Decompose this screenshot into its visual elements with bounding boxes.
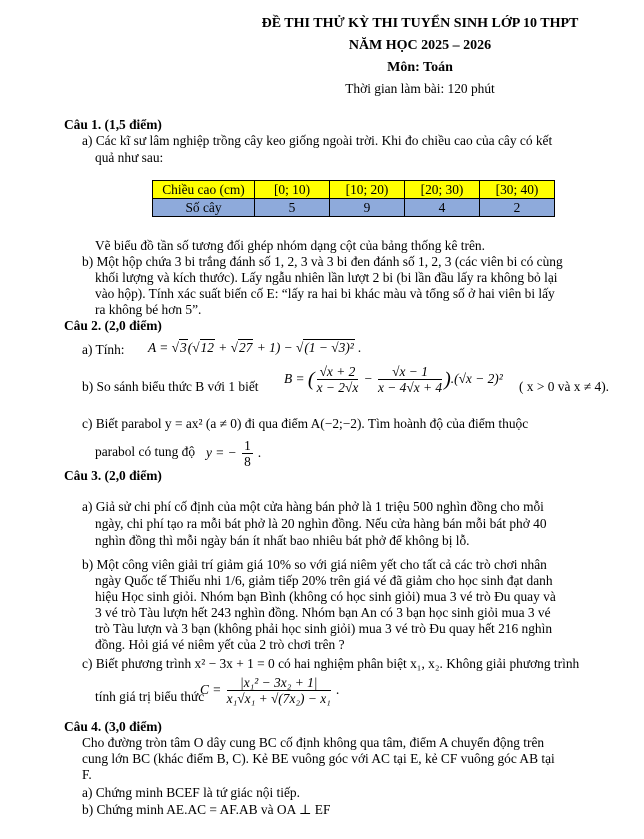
exam-duration: Thời gian làm bài: 120 phút [345, 81, 495, 96]
q3-title: Câu 3. (2,0 điểm) [64, 468, 162, 483]
school-year: NĂM HỌC 2025 – 2026 [348, 38, 492, 53]
q1-b-line4: ra không bé hơn 5”. [95, 302, 202, 317]
table-header-row [153, 181, 555, 199]
q3-c-formula: C = $\frac{\text{|x₁² − 3x₂ + 1|}}{\text{x₁√x₁ + √(7x₂) − x₁}}$ . [200, 675, 340, 707]
q3-b-line5: trò Tàu lượn và 3 bạn (không phải học sinh giỏi) mua 3 vé trò Đu quay hết 216 nghìn [95, 621, 553, 636]
q4-intro-line2: cung lớn BC (khác điểm B, C). Kẻ BE vuông góc với AC tại E, kẻ CF vuông góc AB tại [82, 751, 555, 766]
q3-a-line2: ngày, chi phí tạo ra mỗi bát phở là 20 nghìn đồng. Nếu cửa hàng bán mỗi bát phở 40 [95, 516, 547, 531]
frequency-table [152, 180, 555, 217]
table-cell: 5 [255, 199, 330, 217]
q2-c-formula: y = − $\frac{1}{8}$ . [206, 438, 262, 470]
table-row [153, 199, 555, 217]
table-header-cell: Chiều cao (cm) [153, 181, 255, 199]
q3-b-line1: b) Một công viên giải trí giảm giá 10% so với giá niêm yết cho tất cả các trò chơi nhân [82, 557, 547, 572]
subject: Môn: Toán [387, 60, 453, 75]
q2-b-formula: B = ( $\frac{√x + 2}{x - 2√x}$ − $\frac{√x - 1}{x - 4√x + 4}$ ).(√x − 2)² [284, 364, 503, 396]
q1-a-line3: Vẽ biểu đồ tần số tương đối ghép nhóm dạng cột của bảng thống kê trên. [95, 238, 485, 253]
q3-b-line3: hiệu Học sinh giỏi. Nhóm bạn Bình (không có học sinh giỏi) mua 3 vé trò Đu quay và [95, 589, 556, 604]
table-header-cell: [30; 40) [480, 181, 555, 199]
q3-b-line6: đồng. Hỏi giá vé niêm yết của 2 trò chơi trên ? [95, 637, 345, 652]
q2-a-label: a) Tính: [82, 342, 125, 357]
exam-title: ĐỀ THI THỬ KỲ THI TUYỂN SINH LỚP 10 THPT [261, 16, 579, 31]
q1-title: Câu 1. (1,5 điểm) [64, 117, 162, 132]
q1-b-line3: vào hộp). Tính xác suất biến cố E: “lấy ra hai bi khác màu và tổng số ở hai viên bi lấy [95, 286, 555, 301]
q3-a-line3: nghìn đồng thì mỗi ngày bán ít nhất bao nhiêu bát phở để không bị lỗ. [95, 533, 470, 548]
table-cell: Số cây [153, 199, 255, 217]
table-cell: 4 [405, 199, 480, 217]
q3-c-line1: c) Biết phương trình x² − 3x + 1 = 0 có hai nghiệm phân biệt x₁, x₂. Không giải phương trình [82, 656, 580, 671]
table-cell: 2 [480, 199, 555, 217]
q2-c-line1: c) Biết parabol y = ax² (a ≠ 0) đi qua điểm A(−2;−2). Tìm hoành độ của điểm thuộc [82, 416, 529, 431]
q1-a-line1: a) Các kĩ sư lâm nghiệp trồng cây keo giống ngoài trời. Khi đo chiều cao của cây có kết [82, 133, 553, 148]
q2-b-label: b) So sánh biểu thức B với 1 biết [82, 379, 259, 394]
q3-a-line1: a) Giả sử chi phí cố định của một cửa hàng bán phở là 1 triệu 500 nghìn đồng cho mỗi [82, 499, 544, 514]
q3-b-line4: 3 vé trò Tàu lượn hết 243 nghìn đồng. Nhóm bạn An có 3 bạn học sinh giỏi mua 3 vé [95, 605, 551, 620]
q1-a-line2: quả như sau: [95, 150, 164, 165]
q2-b-condition: ( x > 0 và x ≠ 4). [519, 379, 610, 394]
q1-b-line1: b) Một hộp chứa 3 bi trắng đánh số 1, 2, 3 và 3 bi đen đánh số 1, 2, 3 (các viên bi có cùng [82, 254, 563, 269]
table-header-cell: [0; 10) [255, 181, 330, 199]
table-header-cell: [20; 30) [405, 181, 480, 199]
q4-a: a) Chứng minh BCEF là tứ giác nội tiếp. [82, 785, 300, 800]
q3-b-line2: ngày Quốc tế Thiếu nhi 1/6, giảm tiếp 20% trên giá vé đã giảm cho học sinh đạt danh [95, 573, 553, 588]
table-cell: 9 [330, 199, 405, 217]
q4-title: Câu 4. (3,0 điểm) [64, 719, 162, 734]
q2-c-line2: parabol có tung độ [95, 444, 196, 459]
q4-intro-line3: F. [82, 767, 92, 782]
q3-c-line2: tính giá trị biểu thức [95, 689, 205, 704]
table-header-cell: [10; 20) [330, 181, 405, 199]
q4-intro-line1: Cho đường tròn tâm O dây cung BC cố định không qua tâm, điểm A chuyển động trên [82, 735, 545, 750]
q2-a-formula: A = √3(√12 + √27 + 1) − √(1 − √3)² . [148, 340, 362, 355]
q1-b-line2: khối lượng và kích thước). Lấy ngẫu nhiên lần lượt 2 bi (bi lần đầu lấy ra không bỏ lại [95, 270, 558, 285]
q4-b: b) Chứng minh AE.AC = AF.AB và OA ⊥ EF [82, 802, 331, 817]
q2-title: Câu 2. (2,0 điểm) [64, 318, 162, 333]
